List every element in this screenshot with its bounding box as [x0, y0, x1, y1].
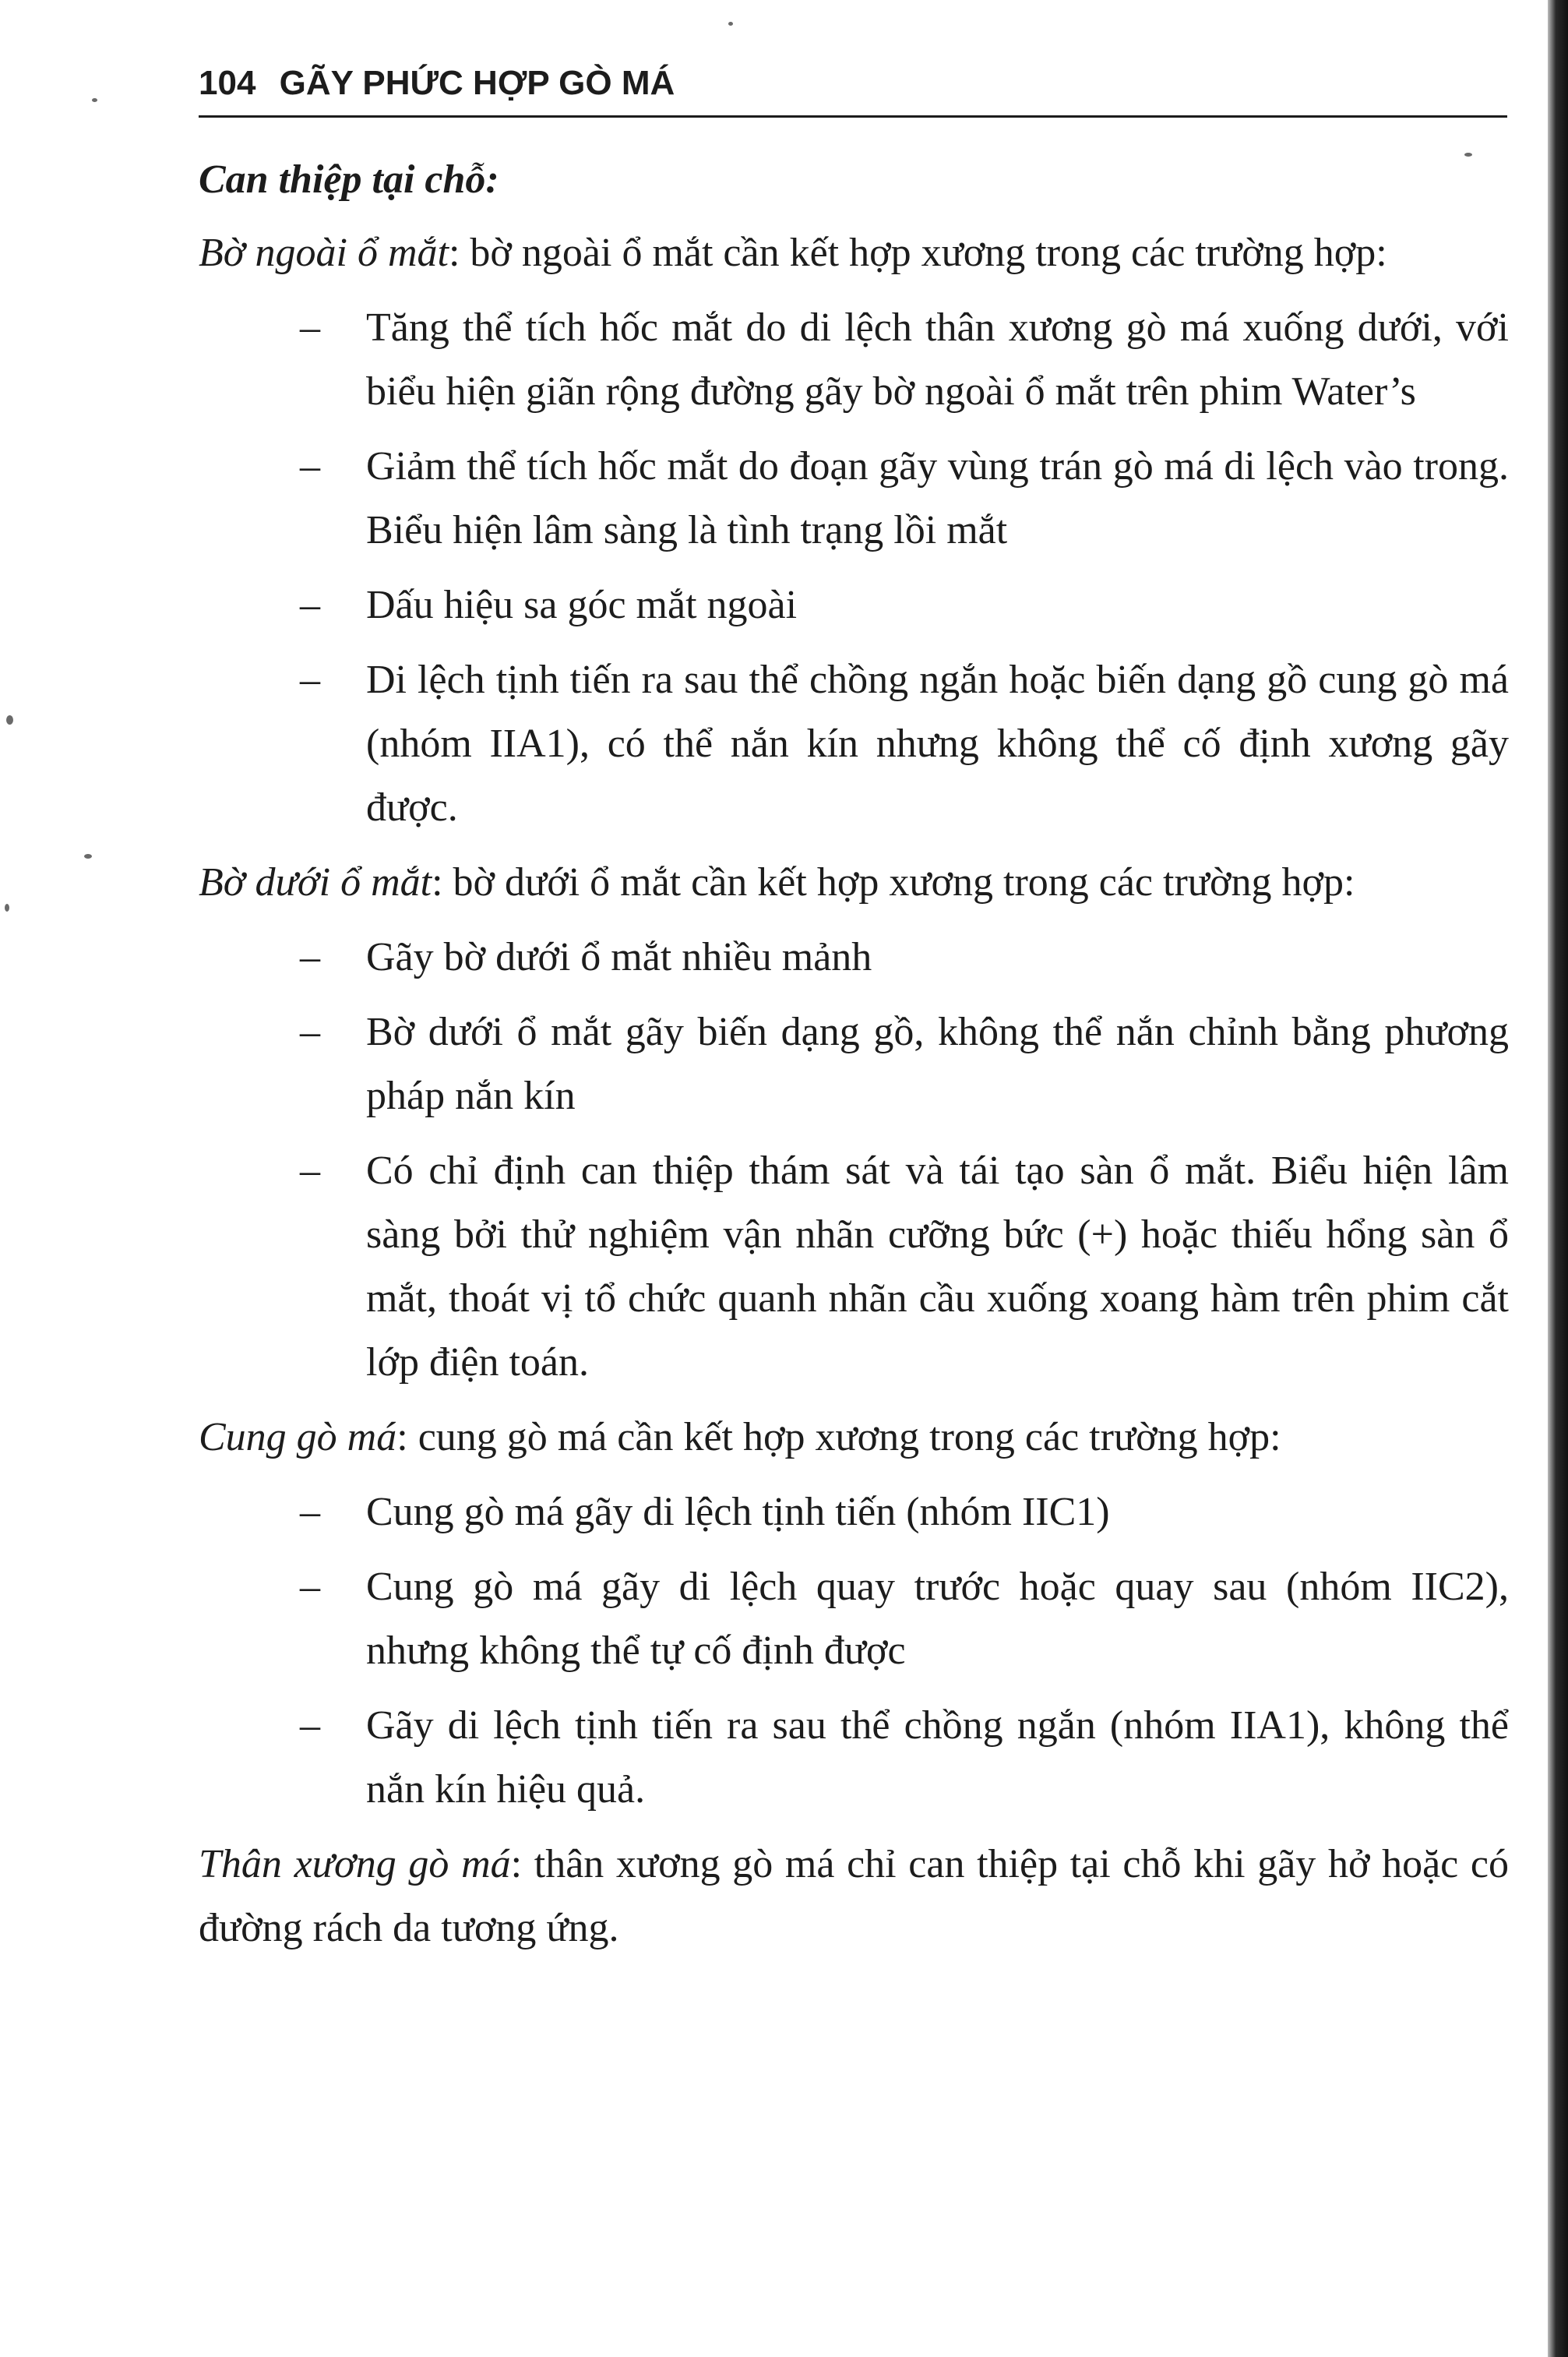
section-intro	[199, 221, 1509, 285]
list-item-text: Cung gò má gãy di lệch quay trước hoặc quay sau (nhóm IIC2), nhưng không thể tự cố định được	[366, 1565, 1509, 1673]
bullet-dash: –	[300, 1010, 320, 1054]
section-intro	[199, 1833, 1509, 1960]
list-item	[199, 435, 1509, 563]
section-intro-text: : cung gò má cần kết hợp xương trong các trường hợp:	[396, 1415, 1281, 1459]
bullet-dash: –	[300, 935, 320, 979]
list-item	[199, 296, 1509, 424]
list-item-text: Có chỉ định can thiệp thám sát và tái tạo sàn ổ mắt. Biểu hiện lâm sàng bởi thử nghiệm vận nhãn cưỡng bức (+) hoặc thiếu hổng sàn ổ mắt, thoát vị tổ chức quanh nhãn cầu xuống xoang hàm trên phim cắt lớp điện toán.	[366, 1149, 1509, 1385]
list-item-text: Bờ dưới ổ mắt gãy biến dạng gồ, không thể nắn chỉnh bằng phương pháp nắn kín	[366, 1010, 1509, 1118]
list-item	[199, 1139, 1509, 1395]
bullet-list	[199, 1480, 1509, 1822]
page-edge-shadow	[1548, 0, 1568, 2357]
list-item-text: Gãy di lệch tịnh tiến ra sau thể chồng ngắn (nhóm IIA1), không thể nắn kín hiệu quả.	[366, 1703, 1509, 1812]
bullet-dash: –	[300, 444, 320, 489]
bullet-dash: –	[300, 658, 320, 702]
list-item-text: Tăng thể tích hốc mắt do di lệch thân xương gò má xuống dưới, với biểu hiện giãn rộng đường gãy bờ ngoài ổ mắt trên phim Water’s	[366, 305, 1509, 414]
list-item-text: Gãy bờ dưới ổ mắt nhiều mảnh	[366, 935, 872, 979]
list-item	[199, 1694, 1509, 1822]
section-heading: Can thiệp tại chỗ:	[199, 157, 499, 202]
list-item	[199, 1555, 1509, 1683]
list-item-text: Di lệch tịnh tiến ra sau thể chồng ngắn hoặc biến dạng gồ cung gò má (nhóm IIA1), có thể nắn kín nhưng không thể cố định xương gãy được.	[366, 658, 1509, 830]
section-intro-text: : bờ dưới ổ mắt cần kết hợp xương trong các trường hợp:	[432, 860, 1355, 905]
list-item-text: Cung gò má gãy di lệch tịnh tiến (nhóm IIC1)	[366, 1490, 1110, 1534]
bullet-dash: –	[300, 1703, 320, 1748]
scan-speck	[728, 22, 733, 26]
section-intro-text: : bờ ngoài ổ mắt cần kết hợp xương trong các trường hợp:	[448, 231, 1387, 275]
section-intro	[199, 1406, 1509, 1470]
running-header	[199, 64, 1507, 118]
section-term: Thân xương gò má	[199, 1842, 511, 1886]
bullet-list	[199, 926, 1509, 1395]
page-body	[199, 148, 1509, 1960]
bullet-dash: –	[300, 1149, 320, 1193]
section-term: Bờ dưới ổ mắt	[199, 860, 432, 905]
bullet-dash: –	[300, 583, 320, 627]
list-item-text: Dấu hiệu sa góc mắt ngoài	[366, 583, 798, 627]
bullet-dash: –	[300, 305, 320, 350]
list-item	[199, 1000, 1509, 1128]
bullet-dash: –	[300, 1565, 320, 1609]
list-item	[199, 648, 1509, 840]
list-item	[199, 926, 1509, 990]
bullet-dash: –	[300, 1490, 320, 1534]
bullet-list	[199, 296, 1509, 840]
section-term: Bờ ngoài ổ mắt	[199, 231, 449, 275]
section-intro	[199, 851, 1509, 915]
scan-speck	[92, 98, 97, 102]
scan-speck	[5, 904, 9, 912]
section-intro-text: : thân xương gò má chỉ can thiệp tại chỗ khi gãy hở hoặc có đường rách da tương ứng.	[199, 1842, 1509, 1950]
list-item	[199, 573, 1509, 637]
list-item	[199, 1480, 1509, 1544]
chapter-title: GÃY PHỨC HỢP GÒ MÁ	[279, 64, 675, 102]
page-number: 104	[199, 64, 256, 102]
scan-speck	[84, 854, 92, 859]
scan-speck	[6, 715, 13, 725]
section-term: Cung gò má	[199, 1415, 397, 1459]
list-item-text: Giảm thể tích hốc mắt do đoạn gãy vùng trán gò má di lệch vào trong. Biểu hiện lâm sàng là tình trạng lồi mắt	[366, 444, 1509, 552]
